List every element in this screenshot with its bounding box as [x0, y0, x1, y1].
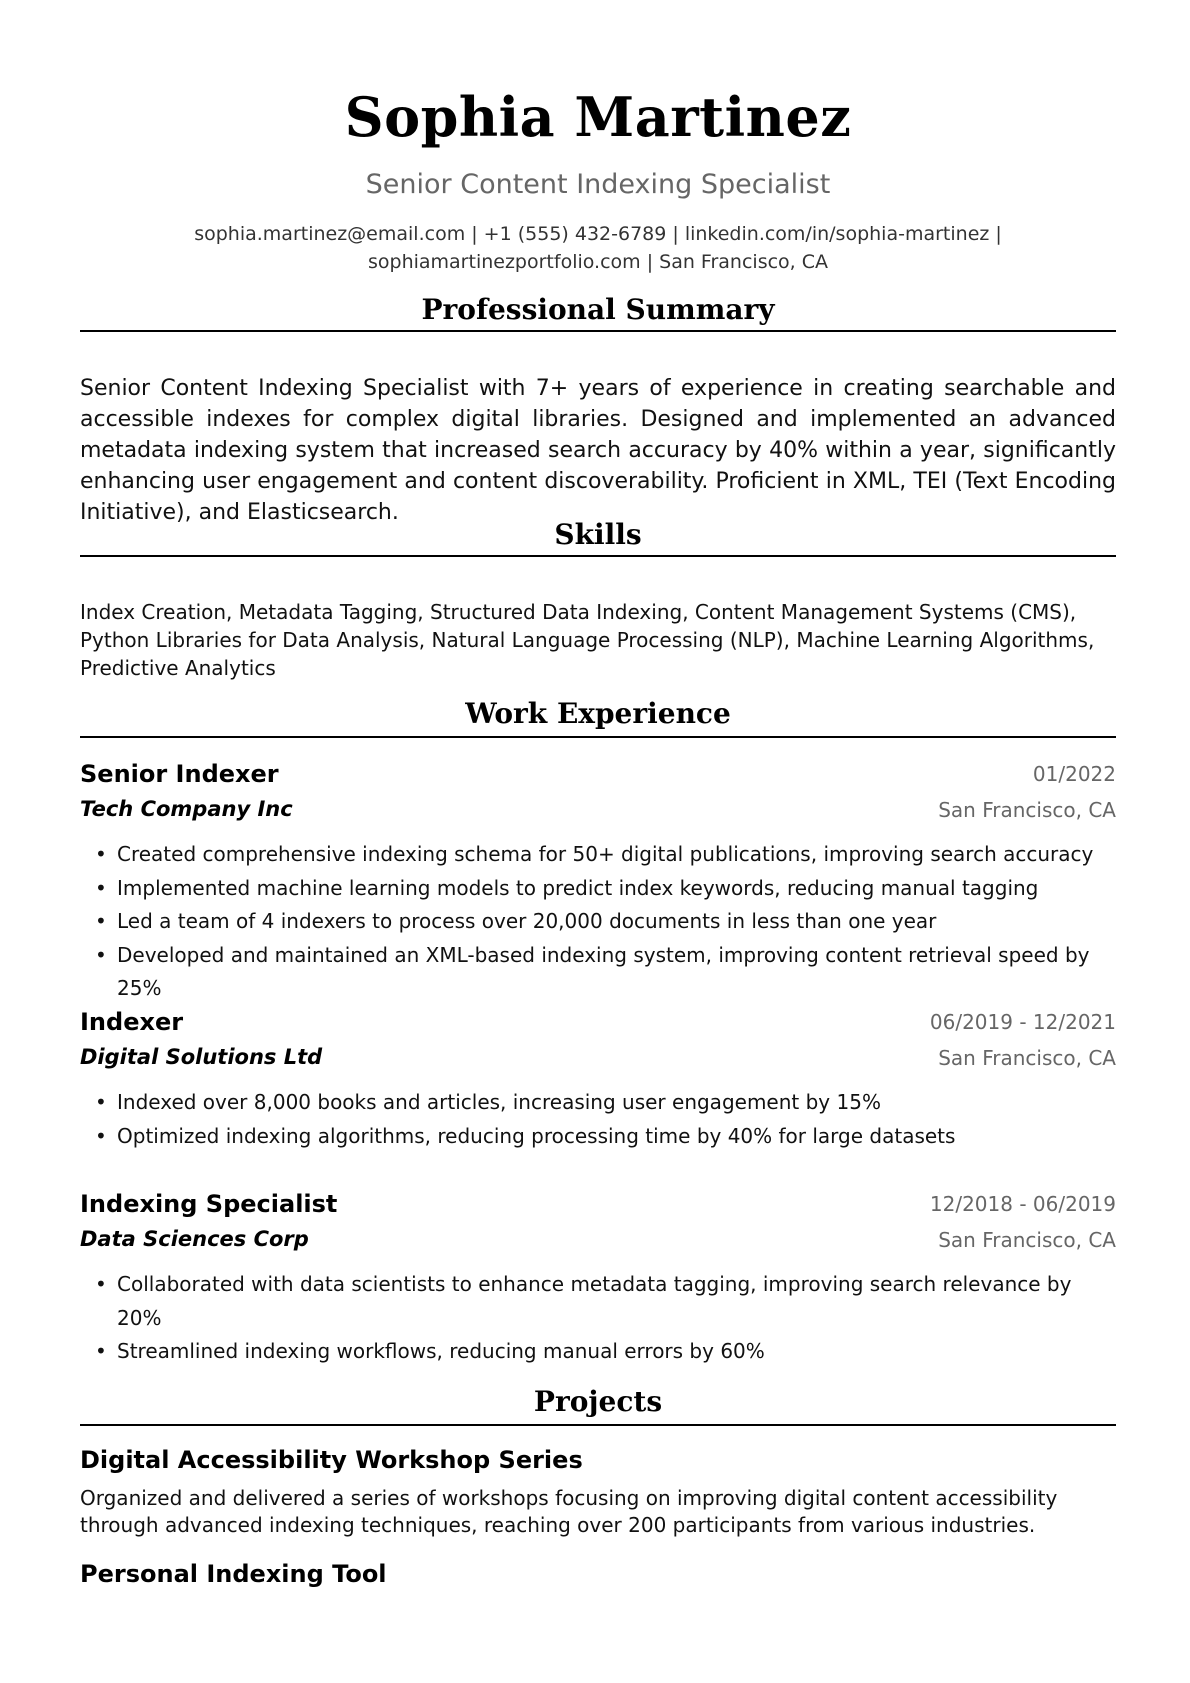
- bullet-icon: •: [95, 942, 107, 967]
- summary-heading: Professional Summary: [421, 293, 775, 326]
- skills-text: Index Creation, Metadata Tagging, Structured Data Indexing, Content Management Systems (CMS), Python Libraries for Data Analysis, Natural Language Processing (NLP), Machine Learning Algorithms, Predictive Analytics: [80, 600, 1095, 680]
- resume-page: [80, 0, 1116, 1683]
- summary-text: Senior Content Indexing Specialist with 7+ years of experience in creating searchable and accessible indexes for complex digital libraries. Designed and implemented an advanced metadata indexing system that increased search accuracy by 40% within a year, significantly enhancing user engagement and content discoverability. Proficient in XML, TEI (Text Encoding Initiative), and Elasticsearch.: [80, 376, 1116, 525]
- contact-info: [80, 220, 1116, 276]
- bullet-text: Developed and maintained an XML-based indexing system, improving content retrieval speed by 25%: [117, 942, 1090, 1000]
- bullet-text: Streamlined indexing workflows, reducing manual errors by 60%: [117, 1339, 765, 1363]
- experience-divider: [80, 736, 1116, 738]
- bullet-item: [80, 1120, 1116, 1154]
- bullet-icon: •: [95, 1090, 107, 1114]
- bullet-item: [80, 905, 1116, 939]
- bullet-icon: •: [95, 1272, 107, 1296]
- skills-divider: [80, 555, 1116, 557]
- bullet-item: [80, 1335, 1116, 1369]
- bullet-text: Optimized indexing algorithms, reducing processing time by 40% for large datasets: [117, 1123, 956, 1148]
- experience-heading: Work Experience: [465, 697, 731, 730]
- job-date: 06/2019 - 12/2021: [929, 1010, 1116, 1034]
- bullet-item: [80, 1086, 1116, 1120]
- bullet-icon: •: [95, 1123, 107, 1148]
- bullet-text: Implemented machine learning models to predict index keywords, reducing manual tagging: [117, 875, 1039, 900]
- bullet-item: [80, 838, 1116, 872]
- job-bullets: [80, 838, 1116, 1006]
- job-bullets: [80, 1268, 1116, 1369]
- project-title: Digital Accessibility Workshop Series: [80, 1446, 583, 1474]
- job-title: Indexer: [80, 1008, 184, 1036]
- bullet-item: [80, 872, 1116, 906]
- project-description: Organized and delivered a series of workshops focusing on improving digital content accessibility through advanced indexing techniques, reaching over 200 participants from various industries.: [80, 1486, 1058, 1537]
- candidate-name: Sophia Martinez: [344, 85, 852, 149]
- job-bullets: [80, 1086, 1116, 1153]
- job-title: Indexing Specialist: [80, 1190, 338, 1218]
- bullet-icon: •: [95, 842, 107, 866]
- contact-line-2: sophiamartinezportfolio.com | San Francisco, CA: [367, 251, 829, 273]
- projects-divider: [80, 1424, 1116, 1426]
- contact-line-1: sophia.martinez@email.com | +1 (555) 432-6789 | linkedin.com/in/sophia-martinez |: [194, 223, 1002, 245]
- bullet-item: [80, 1268, 1116, 1335]
- project-title: Personal Indexing Tool: [80, 1560, 387, 1588]
- summary-divider: [80, 330, 1116, 332]
- job-date: 12/2018 - 06/2019: [929, 1192, 1116, 1216]
- job-title: Senior Indexer: [80, 760, 279, 788]
- job-location: San Francisco, CA: [938, 798, 1116, 822]
- bullet-icon: •: [95, 1339, 107, 1363]
- job-location: San Francisco, CA: [938, 1228, 1116, 1252]
- bullet-text: Led a team of 4 indexers to process over 20,000 documents in less than one year: [117, 909, 937, 933]
- job-company: Digital Solutions Ltd: [80, 1045, 323, 1069]
- job-company: Data Sciences Corp: [80, 1227, 309, 1251]
- candidate-title: Senior Content Indexing Specialist: [365, 169, 831, 200]
- projects-heading: Projects: [533, 1385, 663, 1418]
- bullet-icon: •: [95, 909, 107, 933]
- bullet-text: Collaborated with data scientists to enhance metadata tagging, improving search relevance by 20%: [117, 1272, 1072, 1330]
- skills-heading: Skills: [554, 518, 642, 551]
- job-location: San Francisco, CA: [938, 1046, 1116, 1070]
- job-company: Tech Company Inc: [80, 797, 293, 821]
- bullet-icon: •: [95, 875, 107, 900]
- bullet-text: Indexed over 8,000 books and articles, increasing user engagement by 15%: [117, 1090, 881, 1114]
- bullet-item: [80, 939, 1116, 1006]
- bullet-text: Created comprehensive indexing schema for 50+ digital publications, improving search accuracy: [117, 842, 1094, 866]
- job-date: 01/2022: [1032, 762, 1116, 786]
